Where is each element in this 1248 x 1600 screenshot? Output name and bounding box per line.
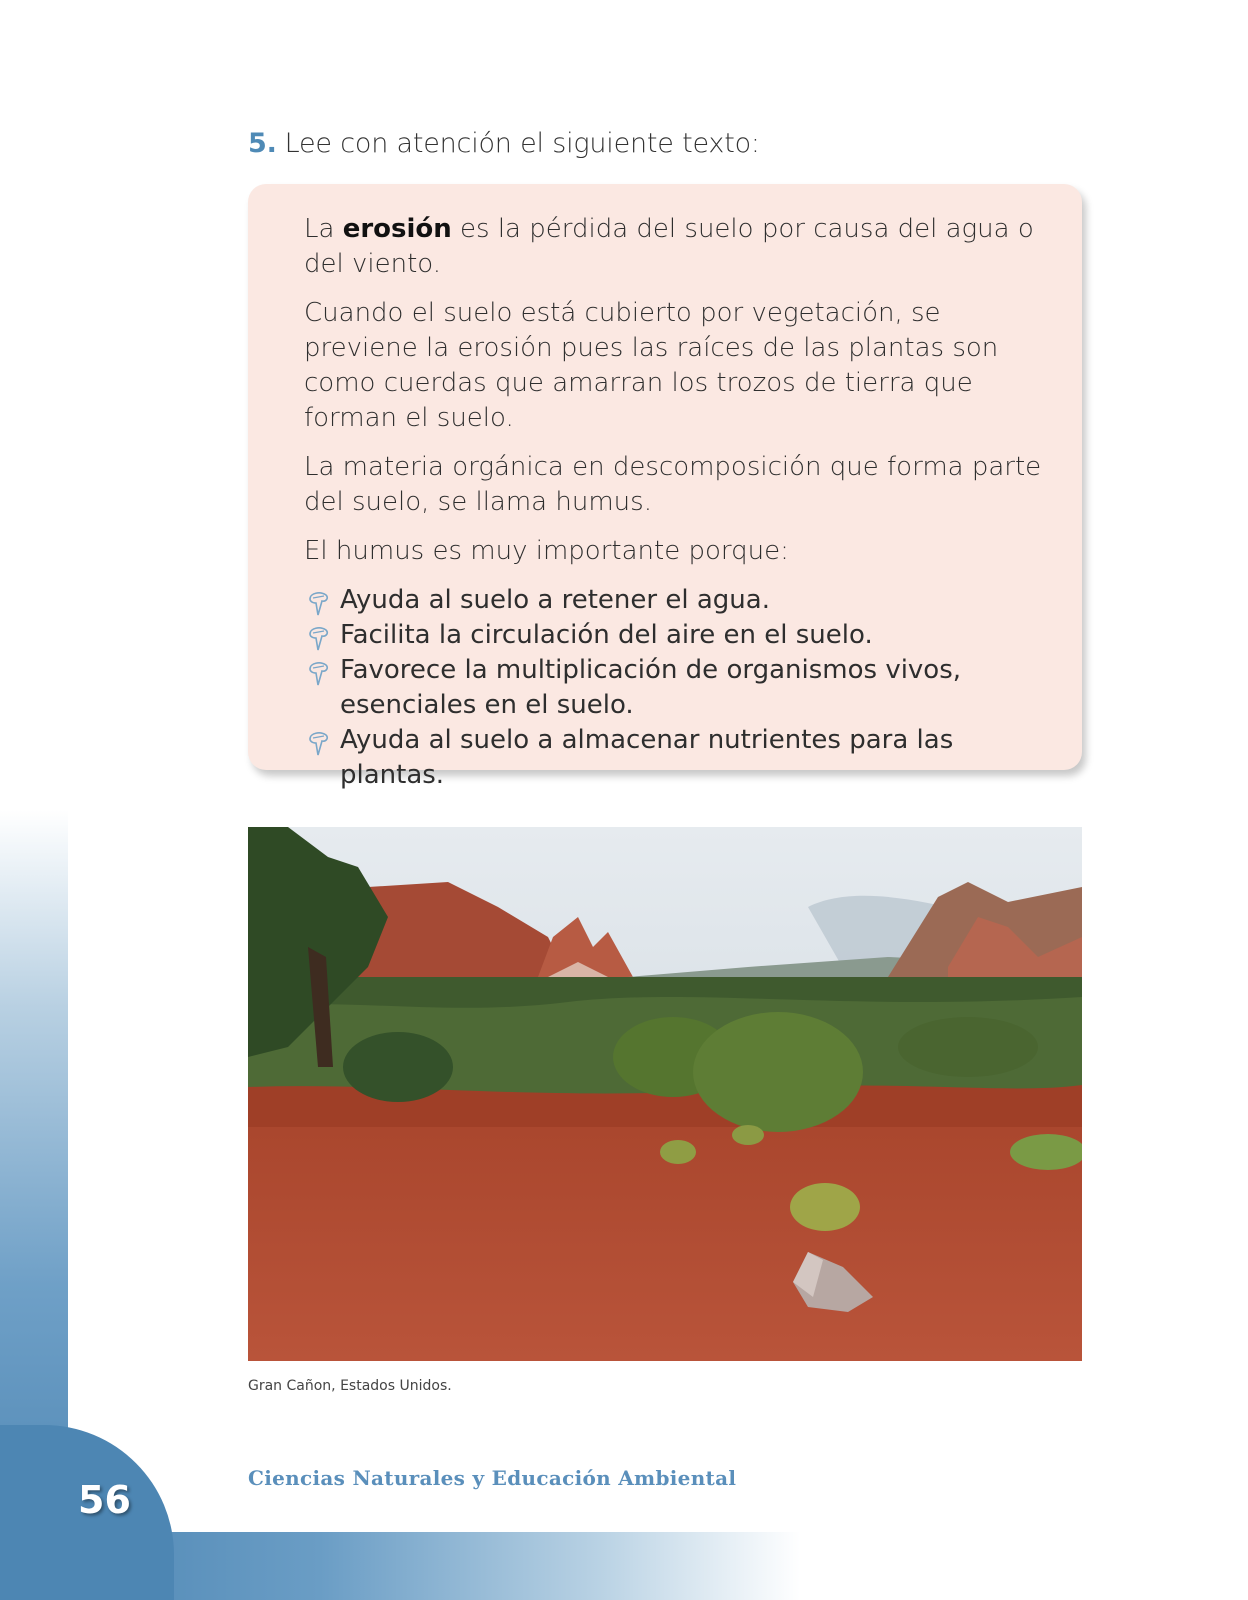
term-erosion: erosión	[342, 214, 452, 244]
bullet-text: Favorece la multiplicación de organismos vivos, esenciales en el suelo.	[340, 655, 962, 720]
humus-benefits-list	[304, 583, 1042, 793]
list-item	[304, 618, 1042, 653]
bullet-text: Facilita la circulación del aire en el suelo.	[340, 620, 873, 650]
pen-nib-bullet-icon	[304, 624, 332, 652]
page-number: 56	[78, 1478, 131, 1522]
question-heading	[248, 128, 760, 159]
bullet-text: Ayuda al suelo a almacenar nutrientes para las plantas.	[340, 725, 954, 790]
definition-text: es la pérdida del suelo por causa del agua o del viento.	[304, 214, 1034, 279]
bullet-text: Ayuda al suelo a retener el agua.	[340, 585, 770, 615]
humus-paragraph: La materia orgánica en descomposición que forma parte del suelo, se llama humus.	[304, 452, 1042, 517]
pen-nib-bullet-icon	[304, 589, 332, 617]
question-prompt: Lee con atención el siguiente texto:	[284, 128, 760, 159]
list-item	[304, 723, 1042, 793]
pen-nib-bullet-icon	[304, 729, 332, 757]
footer-subject-title: Ciencias Naturales y Educación Ambiental	[248, 1466, 737, 1490]
definition-prefix: La	[304, 214, 343, 244]
question-number: 5.	[248, 128, 277, 159]
photo-caption: Gran Cañon, Estados Unidos.	[248, 1378, 452, 1394]
list-item	[304, 583, 1042, 618]
landscape-photo	[248, 827, 1082, 1361]
info-box	[248, 184, 1082, 790]
erosion-definition	[304, 212, 1042, 282]
humus-importance-intro: El humus es muy importante porque:	[304, 536, 789, 566]
red-rock-landscape-image	[248, 827, 1082, 1361]
list-item	[304, 653, 1042, 723]
pen-nib-bullet-icon	[304, 659, 332, 687]
vegetation-paragraph: Cuando el suelo está cubierto por vegetación, se previene la erosión pues las raíces de las plantas son como cuerdas que amarran los trozos de tierra que forman el suelo.	[304, 298, 999, 433]
